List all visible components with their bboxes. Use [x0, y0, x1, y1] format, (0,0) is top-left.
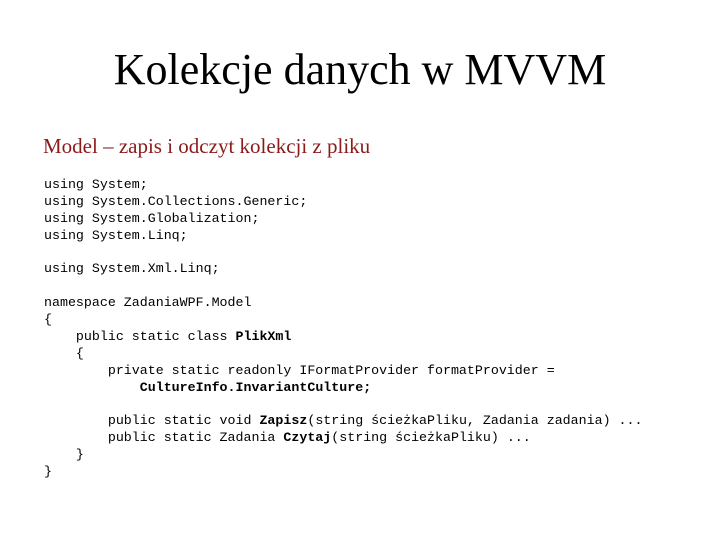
- code-text: {: [44, 312, 52, 328]
- code-line: [44, 228, 642, 245]
- code-text: private static readonly IFormatProvider formatProvider =: [44, 362, 555, 378]
- code-line: [44, 413, 642, 430]
- code-line: [44, 447, 642, 464]
- code-text: using System.Xml.Linq;: [44, 261, 220, 277]
- code-line: [44, 278, 642, 295]
- code-identifier-bold: PlikXml: [235, 329, 292, 345]
- code-identifier-bold: Zapisz: [259, 413, 308, 429]
- code-line: [44, 430, 642, 447]
- code-line: [44, 312, 642, 329]
- slide-subtitle: Model – zapis i odczyt kolekcji z pliku: [43, 134, 371, 158]
- code-line: [44, 245, 642, 262]
- code-text: [44, 380, 140, 395]
- code-text: }: [44, 464, 52, 480]
- code-line: [44, 346, 642, 363]
- code-text: using System.Linq;: [44, 227, 188, 243]
- code-text: (string ścieżkaPliku) ...: [331, 430, 531, 446]
- code-line: [44, 194, 642, 211]
- code-line: [44, 363, 642, 380]
- slide-title: Kolekcje danych w MVVM: [113, 45, 607, 94]
- code-text: using System.Globalization;: [44, 210, 260, 226]
- code-line: [44, 397, 642, 414]
- code-text: public static class: [44, 329, 236, 345]
- code-text: namespace ZadaniaWPF.Model: [44, 295, 252, 311]
- code-identifier-bold: CultureInfo.InvariantCulture;: [139, 379, 372, 395]
- code-text: using System.Collections.Generic;: [44, 193, 308, 209]
- code-line: [44, 295, 642, 312]
- code-line: [44, 464, 642, 481]
- code-text: {: [44, 345, 84, 361]
- code-line: [44, 380, 642, 397]
- code-line: [44, 329, 642, 346]
- code-identifier-bold: Czytaj: [283, 430, 332, 446]
- code-text: using System;: [44, 177, 148, 192]
- code-line: [44, 177, 642, 194]
- code-line: [44, 211, 642, 228]
- code-block: [44, 177, 642, 481]
- code-line: [44, 261, 642, 278]
- code-text: public static Zadania: [44, 430, 284, 446]
- code-text: (string ścieżkaPliku, Zadania zadania) ...: [307, 413, 643, 429]
- code-text: public static void: [44, 413, 260, 429]
- code-text: }: [44, 447, 84, 463]
